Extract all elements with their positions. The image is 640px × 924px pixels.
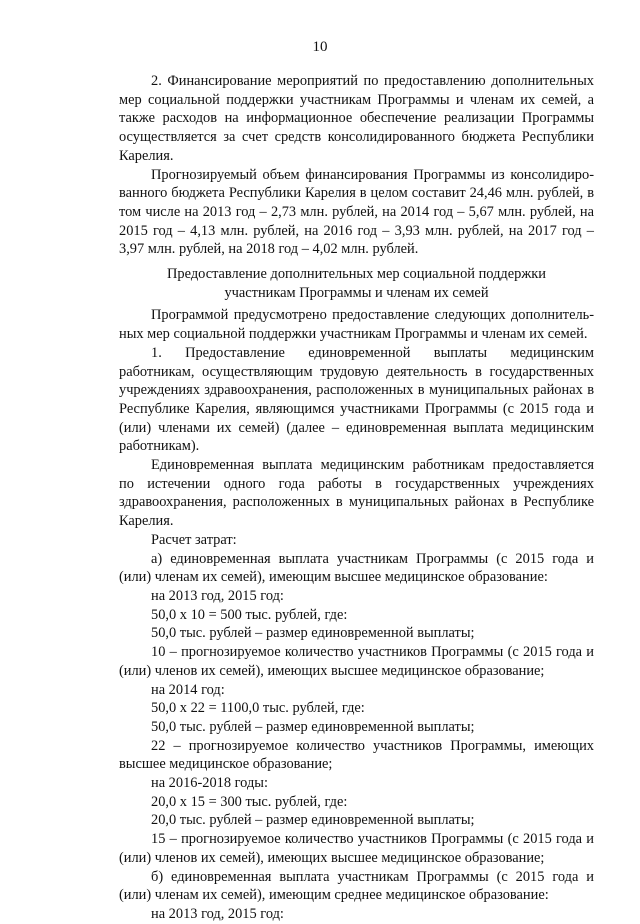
paragraph: Расчет затрат: [151, 531, 237, 548]
paragraph: Единовременная выплата медицинским работникам предоставляется по истечении одного года работы в государственных учреждениях здравоохранения, расположенных в муниципальных районах в Республике Карелия. [119, 457, 594, 530]
paragraph: Программой предусмотрено предоставление следующих дополнительных мер социальной поддержки участникам Программы и членам их семей. [119, 307, 594, 343]
paragraph: б) единовременная выплата участникам Программы (с 2015 года и (или) членам их семей), имеющим среднее медицинское образование: [119, 868, 594, 904]
section-heading-line: участникам Программы и членам их семей [224, 284, 489, 301]
formula-line: 50,0 x 22 = 1100,0 тыс. рублей, где: [151, 700, 365, 717]
paragraph: на 2016-2018 годы: [151, 775, 268, 792]
paragraph: Прогнозируемый объем финансирования Программы из консолидированного бюджета Республики Карелия в целом составит 24,46 млн. рублей, в том числе на 2013 год – 2,73 млн. рублей, на 2014 год – 5,67 млн. рублей, на 2015 год – 4,13 млн. рублей, на 2016 год – 3,93 млн. рублей, на 2017 год – 3,97 млн. рублей, на 2018 год – 4,02 млн. рублей. [119, 166, 594, 258]
document-body [119, 72, 594, 924]
formula-line: 20,0 x 15 = 300 тыс. рублей, где: [151, 793, 348, 810]
page-number: 10 [312, 39, 328, 55]
paragraph: 22 – прогнозируемое количество участников Программы, имеющих высшее медицинское образование; [119, 737, 594, 773]
paragraph: 50,0 тыс. рублей – размер единовременной выплаты; [151, 625, 475, 642]
paragraph: 10 – прогнозируемое количество участников Программы (с 2015 года и (или) членов их семей), имеющих высшее медицинское образование; [119, 644, 594, 679]
paragraph: 1. Предоставление единовременной выплаты медицинским работникам, осуществляющим трудовую деятельность в государственных учреждениях здравоохранения, расположенных в муниципальных районах в Республике Карелия, являющимся участниками Программы (с 2015 года и (или) членами их семей) (далее – единовременная выплата медицинским работникам). [119, 344, 594, 455]
section-heading [119, 265, 594, 302]
paragraph: 50,0 тыс. рублей – размер единовременной выплаты; [151, 718, 475, 735]
paragraph: 2. Финансирование мероприятий по предоставлению дополнительных мер социальной поддержки участникам Программы и членам их семей, а также расходов на информационное обеспечение реализации Программы осуществляется за счет средств консолидированного бюджета Республики Карелия. [119, 73, 594, 164]
paragraph: 15 – прогнозируемое количество участников Программы (с 2015 года и (или) членов их семей), имеющих высшее медицинское образование; [119, 831, 594, 866]
formula-line: 50,0 x 10 = 500 тыс. рублей, где: [151, 606, 348, 623]
section-heading-line: Предоставление дополнительных мер социальной поддержки [167, 266, 546, 283]
paragraph: а) единовременная выплата участникам Программы (с 2015 года и (или) членам их семей), имеющим высшее медицинское образование: [119, 550, 594, 586]
paragraph: на 2014 год: [151, 681, 225, 698]
paragraph: на 2013 год, 2015 год: [151, 905, 284, 922]
paragraph: на 2013 год, 2015 год: [151, 587, 284, 604]
paragraph: 20,0 тыс. рублей – размер единовременной выплаты; [151, 812, 475, 829]
